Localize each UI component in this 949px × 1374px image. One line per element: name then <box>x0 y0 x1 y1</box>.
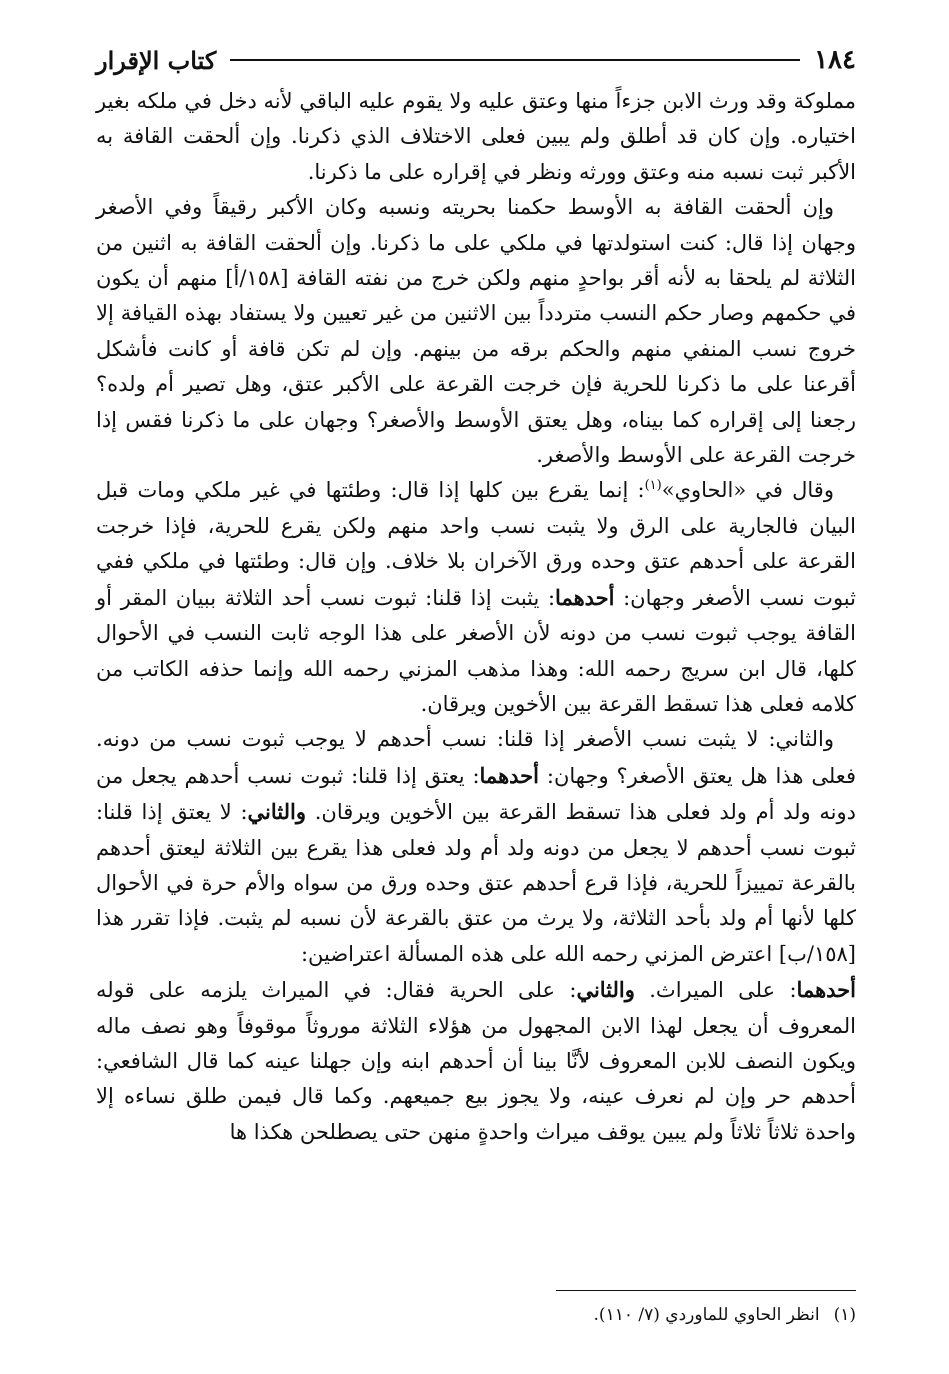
paragraph-text: والثاني: لا يثبت نسب الأصغر إذا قلنا: نسب أحدهم لا يوجب ثبوت نسب من دونه. فعلى هذا هل يعتق الأصغر؟ وجهان: <box>96 727 856 788</box>
paragraph: وإن ألحقت القافة به الأوسط حكمنا بحريته ونسبه وكان الأكبر رقيقاً وفي الأصغر وجهان إذا قال: كنت استولدتها في ملكي على ما ذكرنا. وإن ألحقت القافة به اثنين من الثلاثة لم يلحقا به لأنه أقر بواحدٍ منهم ولكن خرج من نفته القافة [١٥٨/أ] منهم أن يكون في حكمهم وصار حكم النسب متردداً بين الاثنين من غير تعيين ولا يستفاد بهذه القيافة إلا خروج نسب المنفي منهم والحكم برقه من بينهم. وإن لم تكن قافة أو كانت فأشكل أقرعنا على ما ذكرنا للحرية فإن خرجت القرعة على الأكبر عتق، وهل تصير أم ولده؟ رجعنا إلى إقراره كما بيناه، وهل يعتق الأوسط والأصغر؟ وجهان على ما ذكرنا فقس إذا خرجت القرعة على الأوسط والأصغر. <box>96 195 857 468</box>
paragraph-text: : على الميراث. <box>649 978 797 1003</box>
bold-term: أحدهما <box>555 584 615 610</box>
paragraph <box>96 722 856 972</box>
paragraph-text: : يعتق إذا قلنا: ثبوت نسب أحدهم يجعل من دونه ولد أم ولد فعلى هذا تسقط القرعة بين الأخوين ويرقان. <box>96 763 857 825</box>
page-content <box>96 40 856 1150</box>
footnote-text: انظر الحاوي للماوردي (٧/ ١١٠). <box>593 1305 820 1325</box>
paragraph-text: : لا يعتق إذا قلنا: ثبوت نسب أحدهم لا يجعل من دونه ولد أم ولد فعلى هذا يقرع بين الثلاثة ليعتق أحدهم بالقرعة تمييزاً للحرية، فإذا قرع أحدهم عتق وحده ورق من سواه والأم حرة في الأحوال كلها لأنها أم ولد بأحد الثلاثة، ولا يرث من عتق بالقرعة لأن نسبه لم يثبت. فإذا تقرر هذا [١٥٨/ب] اعترض المزني رحمه الله على هذه المسألة اعتراضين: <box>96 800 856 966</box>
footnote-rule <box>556 1290 856 1291</box>
body-text <box>96 84 856 1150</box>
book-title: كتاب الإقرار <box>96 45 217 75</box>
footnote-number: (١) <box>833 1305 856 1325</box>
bold-term: والثاني <box>247 799 306 825</box>
bold-term: أحدهما <box>796 977 856 1003</box>
bold-term: والثاني <box>576 977 635 1003</box>
page-number: ١٨٤ <box>814 45 856 75</box>
header-rule <box>230 59 800 61</box>
paragraph: مملوكة وقد ورث الابن جزءاً منها وعتق عليه ولا يقوم عليه الباقي لأنه دخل في ملكه بغير اختياره. وإن كان قد أطلق ولم يبين فعلى الاختلاف الذي ذكرنا. وإن ألحقت القافة به الأكبر ثبت نسبه منه وعتق وورثه ونظر في إقراره على ما ذكرنا. <box>96 89 856 184</box>
footnote <box>96 1305 856 1325</box>
paragraph <box>96 473 856 722</box>
bold-term: أحدهما <box>479 762 539 788</box>
paragraph-text: : إنما يقرع بين كلها إذا قال: وطئتها في غير ملكي ومات قبل البيان فالجارية على الرق ولا يثبت نسب واحد منهم ولكن يقرع للحرية، فإذا خرجت القرعة على أحدهم عتق وحده ورق الآخران بلا خلاف. وإن قال: وطئتها في ملكي ففي ثبوت نسب الأصغر وجهان: <box>96 478 856 610</box>
paragraph-text: وقال في «الحاوي» <box>661 478 834 503</box>
paragraph <box>96 972 856 1150</box>
paragraph-text: : على الحرية فقال: في الميراث يلزمه على قوله المعروف أن يجعل لهذا الابن المجهول من هؤلاء الثلاثة موروثاً موقوفاً وهو نصف ماله ويكون النصف للابن المعروف لأنَّا بينا أن أحدهم ابنه وإن جهلنا عينه كما قال الشافعي: أحدهم حر وإن لم نعرف عينه، ولا يجوز بيع جميعهم. وكما قال فيمن طلق نساءه إلا واحدة ثلاثاً ثلاثاً ولم يبين يوقف ميراث واحدةٍ منهن حتى يصطلحن هكذا ها <box>96 978 856 1144</box>
footnote-area <box>96 1290 856 1325</box>
running-header <box>96 40 856 80</box>
footnote-reference[interactable]: (١) <box>644 478 662 494</box>
paragraph-text: : يثبت إذا قلنا: ثبوت نسب أحد الثلاثة ببيان المقر أو القافة يوجب ثبوت نسب من دونه لأن الأصغر على هذا الوجه ثابت النسب في الأحوال كلها، قال ابن سريج رحمه الله: وهذا مذهب المزني رحمه الله وإنما حذفه الكاتب من كلامه فعلى هذا تسقط القرعة بين الأخوين ويرقان. <box>96 585 856 716</box>
